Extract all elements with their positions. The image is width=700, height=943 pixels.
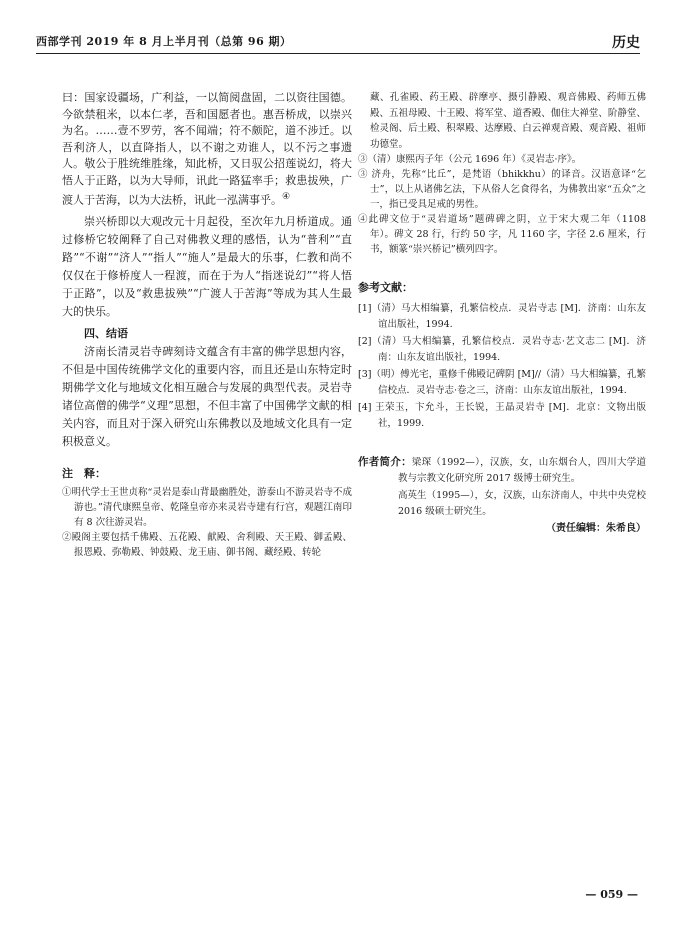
note-item-5: ④此碑文位于“灵岩道场”题碑碑之阴，立于宋大观二年（1108 年）。碑文 28 行，行约 50 字，凡 1160 字，字径 2.6 厘米，行书，额篆“崇兴桥记”横列四字。 [358, 214, 646, 255]
reference-item-2: [2]（清）马大相编纂，孔繁信校点．灵岩寺志·艺文志二 [M]．济南：山东友谊出版社，1994. [358, 336, 646, 363]
page-number: — 059 — [585, 888, 638, 901]
note-item-3: ③（清）康熙丙子年（公元 1696 年）《灵岩志·序》。 [358, 154, 582, 165]
reference-item-4: [4] 王荣玉，卞允斗，王长锐，王晶灵岩寺 [M]．北京：文物出版社，1999. [358, 402, 646, 429]
author-label: 作者简介： [358, 456, 412, 468]
continued-quote-text: 曰：国家设疆场，广利益，一以简阅盘固，二以资往国德。今欲禁租米，以本仁孝，吾和国愿者也。惠吾桥成，以崇兴为名。……壹不罗劳，客不闻端；符不颇陀，道不涉迁。以吾利济人，以直降指人，以不谢之劝谁人，以不污之事遗人。敬公于胜统维胜缘，知此桥，又日驭公招莲说幻，将大悟人于正路，以为大导师，讯此一路猛率手；救患拔殃，广渡人于苦海，以为大法桥，讯此一泓满事乎。 [62, 91, 352, 207]
continued-quote [62, 90, 352, 209]
body-paragraph-1: 崇兴桥即以大观改元十月起役，至次年九月桥道成。通过修桥它较阐释了自己对佛教义理的感悟，认为“普利”“直路”“不谢”“济人”“指人”“施人”是最大的乐事，仁教和尚不仅仅在于修桥度人一程渡，而在于为人“指迷说幻”“将人悟于正路”，以及“救患拔殃”“广渡人于苦海”等成为其人生最大的快乐。 [62, 215, 352, 319]
editor-credit: （责任编辑：朱希良） [546, 523, 646, 534]
footnote-ref: ④ [282, 191, 291, 202]
body-paragraph-2: 济南长清灵岩寺碑刻诗文蕴含有丰富的佛学思想内容，不但是中国传统佛学文化的重要内容，而且还是山东特定时期佛学文化与地域文化相互融合与发展的典型代表。灵岩寺诸位高僧的佛学“义理”思想，不但丰富了中国佛学文献的相关内容，而且对于深入研究山东佛教以及地域文化具有一定积极意义。 [62, 345, 352, 449]
note-item-4: ③ 济舟，先称“比丘”，是梵语（bhikkhu）的译音。汉语意译“乞士”，以上从诸佛乞法，下从俗人乞食得名，为佛教出家“五众”之一，指已受具足戒的男性。 [358, 169, 646, 210]
author-1 [358, 455, 646, 486]
author-2: 高英生（1995—），女，汉族，山东济南人，中共中央党校 2016 级硕士研究生。 [398, 490, 646, 517]
reference-item-1: [1]（清）马大相编纂，孔繁信校点．灵岩寺志 [M]．济南：山东友谊出版社，1994. [358, 303, 646, 330]
author-1-text: 梁琛（1992—），汉族，女，山东烟台人，四川大学道教与宗教文化研究所 2017 级博士研究生。 [398, 457, 646, 484]
note-item-1: ①明代学士王世贞称“灵岩是泰山背最幽胜处，游泰山不游灵岩寺不成游也。”清代康熙皇帝、乾隆皇帝亦来灵岩寺建有行宫，观题江南印有 8 次往游灵岩。 [62, 487, 352, 529]
note-item-2-continued: 藏、孔雀殿、药王殿、辟摩亭、摄引静殿、观音佛殿、药师五佛殿、五祖母殿、十王殿、将军堂、道香殿、伽住大禅堂、阶静堂、检灵阁、后土殿、积翠殿、达摩殿、白云禅观音殿、观音殿、祖师功德堂。 [370, 92, 646, 150]
notes-heading: 注 释： [62, 467, 106, 481]
header-rule [36, 53, 640, 54]
references-heading: 参考文献： [358, 281, 413, 294]
author-info [358, 455, 646, 537]
note-item-2: ②殿阁主要包括千佛殿、五花殿、献殿、舍利殿、天王殿、御孟殿、报恩殿、弥勒殿、钟鼓殿、龙王庙、御书阁、藏经殿、转轮 [62, 532, 352, 559]
reference-item-3: [3]（明）傅光宅，重修千佛殿记碑阴 [M]//（清）马大相编纂，孔繁信校点．灵岩寺志·卷之三，济南：山东友谊出版社，1994. [358, 369, 646, 396]
section-label: 历史 [612, 35, 640, 51]
journal-header: 西部学刊 2019 年 8 月上半月刊（总第 96 期） [36, 35, 292, 48]
right-column [358, 90, 646, 537]
left-column [62, 90, 352, 560]
section-heading-conclusion: 四、结语 [84, 327, 128, 341]
